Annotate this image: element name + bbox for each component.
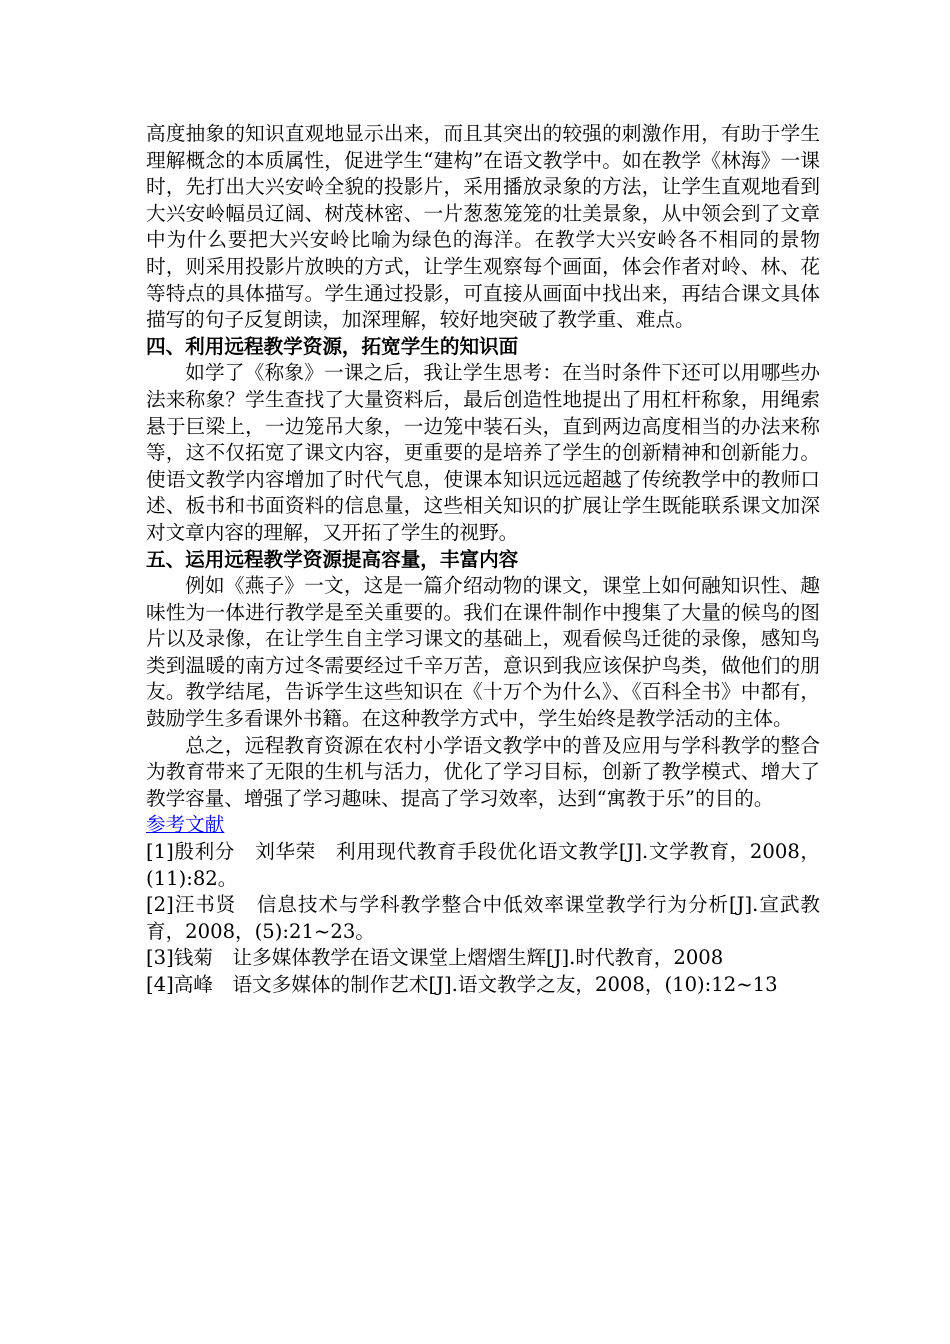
references-link[interactable]: 参考文献 — [146, 813, 225, 837]
document-page — [146, 121, 820, 999]
body-paragraph-4: 总之，远程教育资源在农村小学语文教学中的普及应用与学科教学的整合为教育带来了无限的生机与活力，优化了学习目标，创新了教学模式、增大了教学容量、增强了学习趣味、提高了学习效率，达到“寓教于乐”的目的。 — [146, 733, 820, 810]
reference-2: [2]汪书贤 信息技术与学科教学整合中低效率课堂教学行为分析[J].宣武教育，2008，(5):21~23。 — [146, 893, 820, 943]
reference-3: [3]钱菊 让多媒体教学在语文课堂上熠熠生辉[J].时代教育，2008 — [146, 946, 724, 970]
body-paragraph-1: 高度抽象的知识直观地显示出来，而且其突出的较强的刺激作用，有助于学生理解概念的本质属性，促进学生“建构”在语文教学中。如在教学《林海》一课时，先打出大兴安岭全貌的投影片，采用播放录象的方法，让学生直观地看到大兴安岭幅员辽阔、树茂林密、一片葱葱笼笼的壮美景象，从中领会到了文章中为什么要把大兴安岭比喻为绿色的海洋。在教学大兴安岭各不相同的景物时，则采用投影片放映的方式，让学生观察每个画面，体会作者对岭、林、花等特点的具体描写。学生通过投影，可直接从画面中找出来，再结合课文具体描写的句子反复朗读，加深理解，较好地突破了教学重、难点。 — [146, 122, 820, 332]
reference-4: [4]高峰 语文多媒体的制作艺术[J].语文教学之友，2008，(10):12~13 — [146, 973, 778, 996]
section-heading-4: 四、利用远程教学资源，拓宽学生的知识面 — [146, 334, 519, 358]
reference-1: [1]殷利分 刘华荣 利用现代教育手段优化语文教学[J].文学教育，2008，(11):82。 — [146, 840, 820, 890]
body-paragraph-2: 如学了《称象》一课之后，我让学生思考：在当时条件下还可以用哪些办法来称象？学生查找了大量资料后，最后创造性地提出了用杠杆称象，用绳索悬于巨梁上，一边笼吊大象，一边笼中装石头，直到两边高度相当的办法来称等，这不仅拓宽了课文内容，更重要的是培养了学生的创新精神和创新能力。使语文教学内容增加了时代气息，使课本知识远远超越了传统教学中的教师口述、板书和书面资料的信息量，这些相关知识的扩展让学生既能联系课文加深对文章内容的理解，又开拓了学生的视野。 — [146, 361, 820, 544]
references-heading — [146, 812, 820, 839]
body-paragraph-3: 例如《燕子》一文，这是一篇介绍动物的课文，课堂上如何融知识性、趣味性为一体进行教学是至关重要的。我们在课件制作中搜集了大量的候鸟的图片以及录像，在让学生自主学习课文的基础上，观看候鸟迁徙的录像，感知鸟类到温暖的南方过冬需要经过千辛万苦，意识到我应该保护鸟类，做他们的朋友。教学结尾，告诉学生这些知识在《十万个为什么》、《百科全书》中都有，鼓励学生多看课外书籍。在这种教学方式中，学生始终是教学活动的主体。 — [146, 574, 820, 731]
section-heading-5: 五、运用远程教学资源提高容量，丰富内容 — [146, 547, 519, 571]
